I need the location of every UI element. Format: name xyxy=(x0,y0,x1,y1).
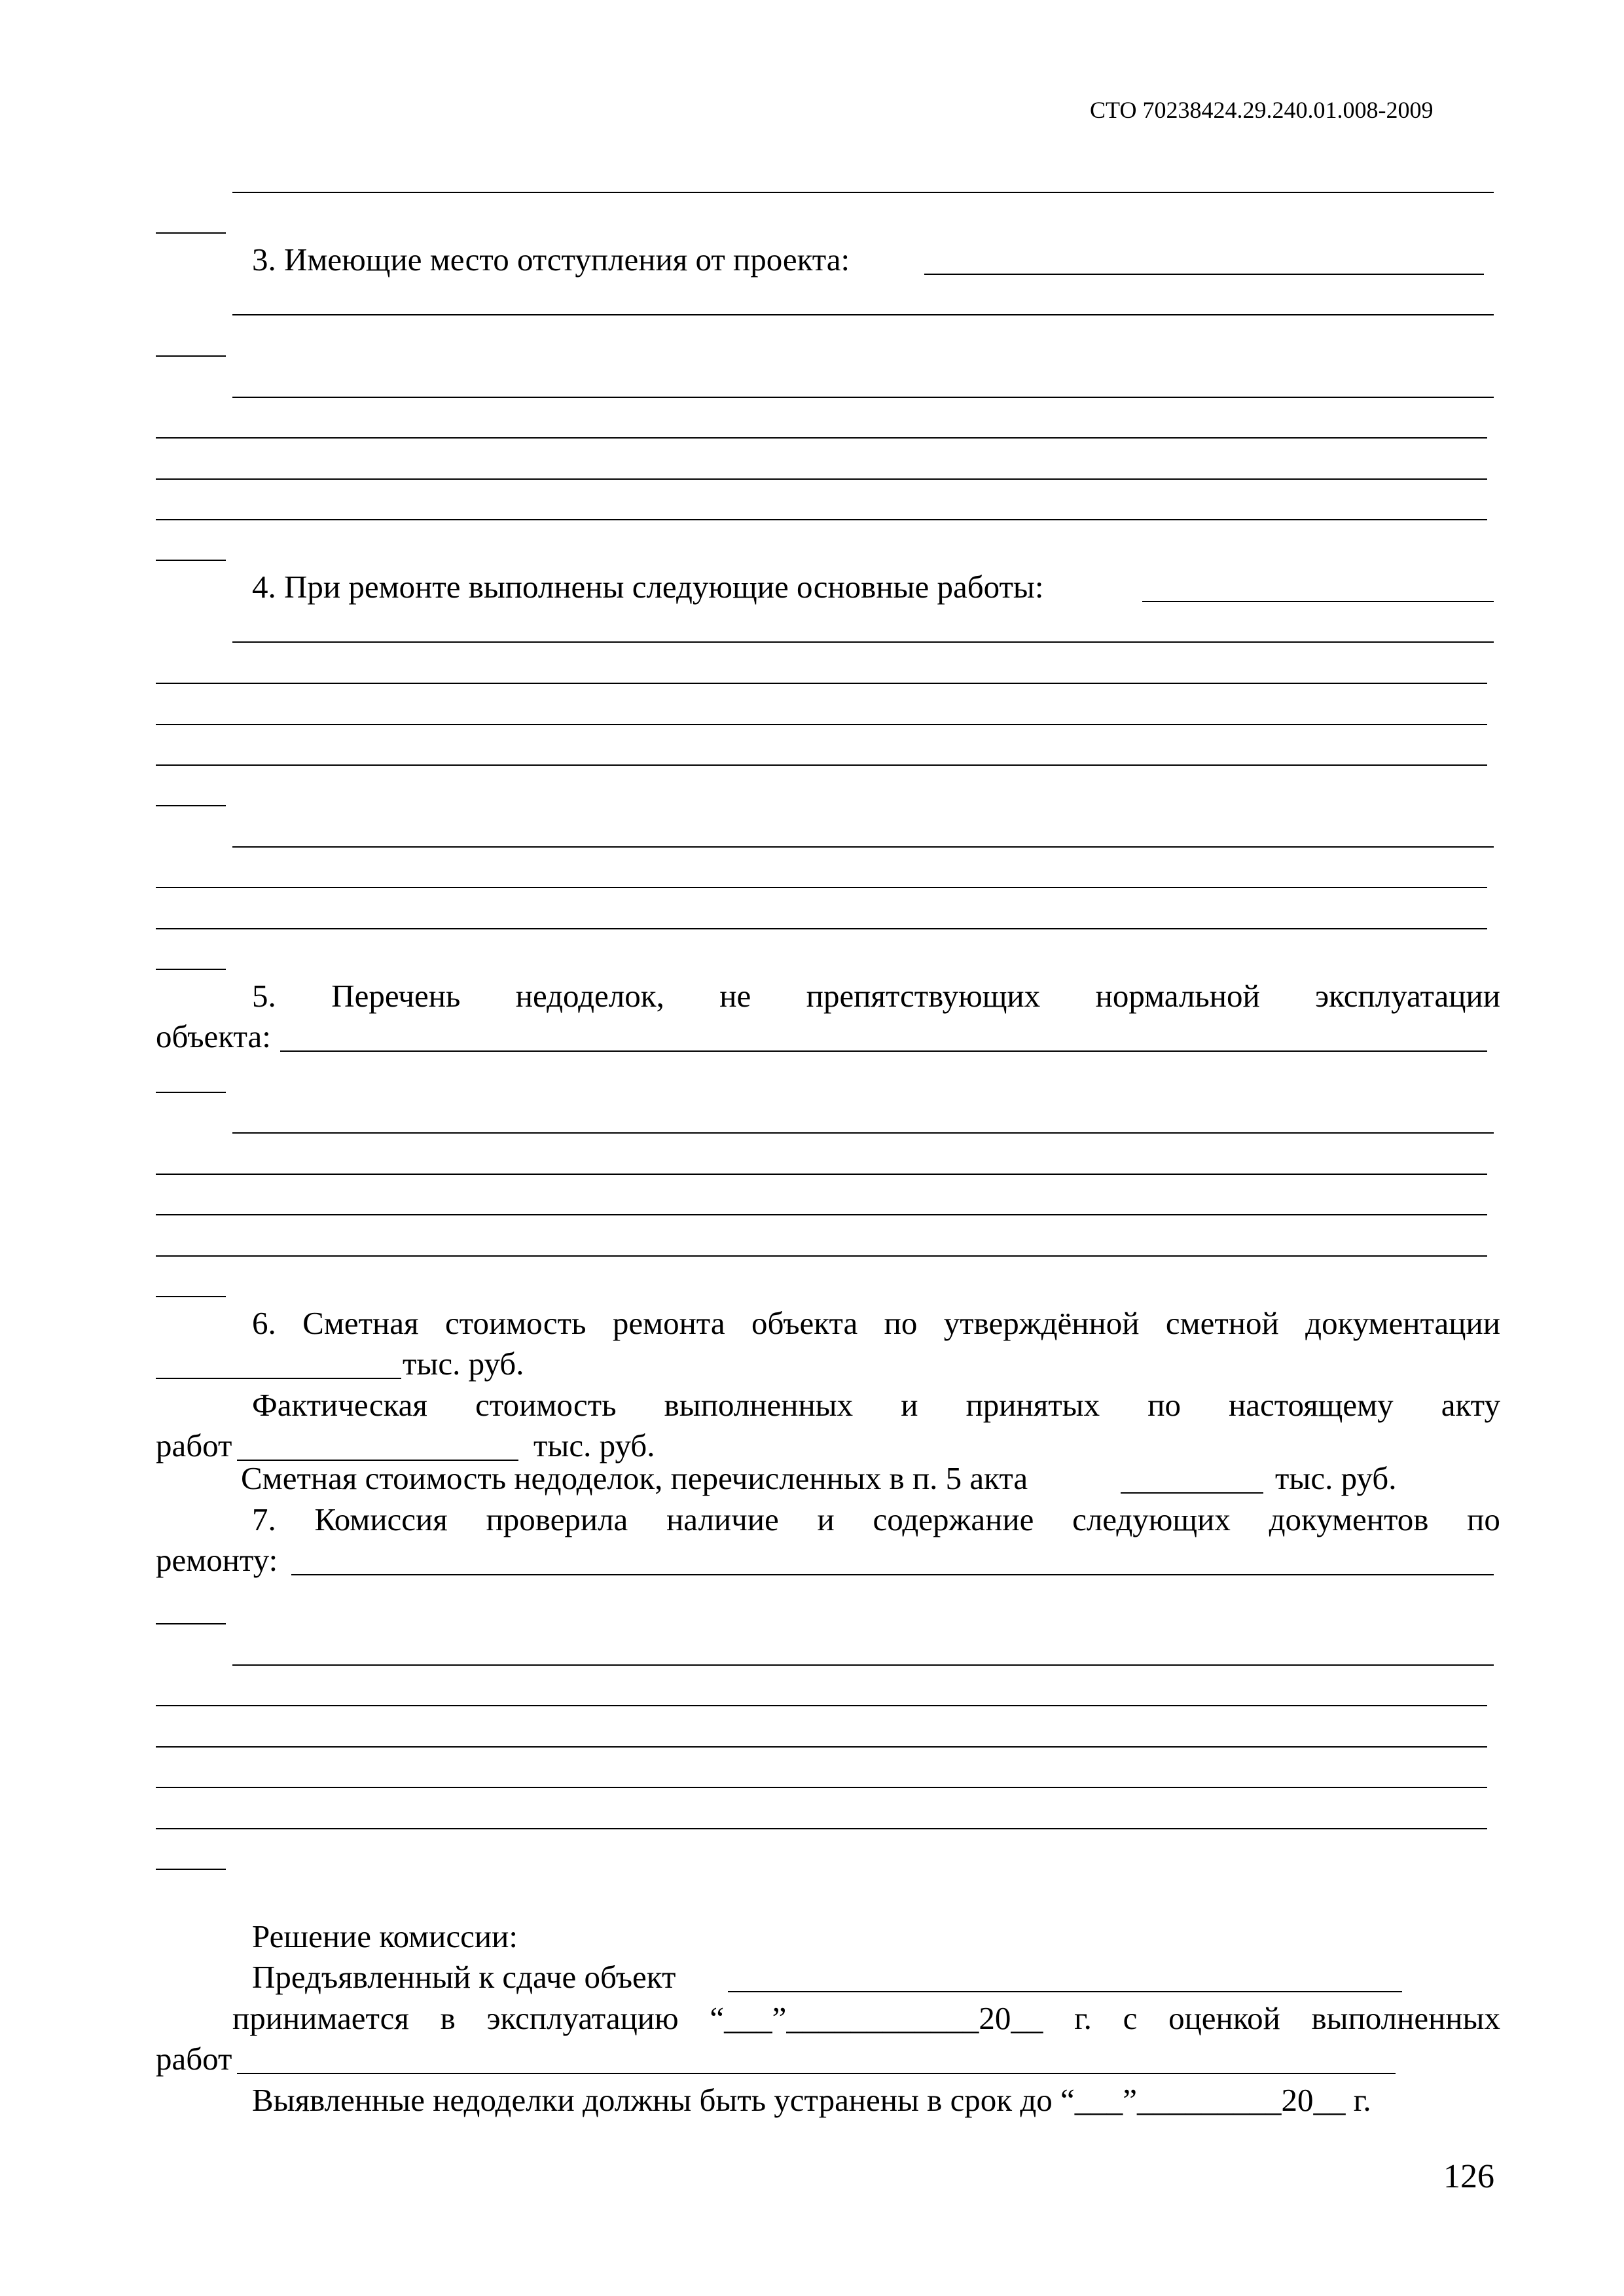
defects-cost-label: Сметная стоимость недоделок, перечисленных в п. 5 акта xyxy=(241,1460,1028,1496)
answer-line xyxy=(232,192,1494,193)
answer-line xyxy=(156,1174,1487,1175)
section-7-label: 7. Комиссия проверила наличие и содержание следующих документов по xyxy=(252,1501,1500,1537)
estimate-unit: тыс. руб. xyxy=(403,1346,524,1382)
decision-accept-line: принимается в эксплуатацию “___”____________20__ г. с оценкой выполненных xyxy=(232,2000,1500,2036)
answer-line xyxy=(156,724,1487,725)
short-line xyxy=(156,1869,226,1870)
decision-object-label: Предъявленный к сдаче объект xyxy=(252,1959,676,1995)
short-line xyxy=(156,805,226,806)
answer-line xyxy=(232,641,1494,643)
answer-line xyxy=(156,887,1487,888)
short-line xyxy=(156,232,226,234)
answer-line xyxy=(291,1574,1494,1575)
answer-line xyxy=(156,519,1487,520)
answer-line xyxy=(1142,601,1494,602)
answer-line xyxy=(156,478,1487,480)
answer-line xyxy=(156,1255,1487,1257)
short-line xyxy=(156,1623,226,1624)
answer-line xyxy=(232,314,1494,315)
answer-line xyxy=(156,1746,1487,1748)
actual-cost-unit: тыс. руб. xyxy=(533,1427,655,1463)
answer-line xyxy=(156,764,1487,766)
answer-line xyxy=(156,437,1487,439)
decision-works-label: работ xyxy=(156,2041,232,2077)
section-7-continuation: ремонту: xyxy=(156,1542,278,1578)
answer-line xyxy=(280,1050,1487,1052)
section-3-label: 3. Имеющие место отступления от проекта: xyxy=(252,242,850,278)
short-line xyxy=(156,1092,226,1093)
answer-line xyxy=(156,683,1487,684)
decision-title: Решение комиссии: xyxy=(252,1918,518,1954)
works-blank xyxy=(237,2073,1396,2074)
defects-cost-blank xyxy=(1121,1492,1263,1494)
short-line xyxy=(156,355,226,357)
answer-line xyxy=(232,1132,1494,1134)
short-line xyxy=(156,1296,226,1297)
answer-line xyxy=(156,1787,1487,1788)
answer-line xyxy=(156,1705,1487,1706)
object-blank xyxy=(728,1991,1402,1992)
estimate-blank xyxy=(156,1378,401,1379)
section-6-label: 6. Сметная стоимость ремонта объекта по утверждённой сметной документации xyxy=(252,1305,1500,1341)
section-4-label: 4. При ремонте выполнены следующие основные работы: xyxy=(252,569,1044,605)
section-5-label: 5. Перечень недоделок, не препятствующих нормальной эксплуатации xyxy=(252,978,1500,1014)
answer-line xyxy=(924,274,1484,275)
decision-deadline: Выявленные недоделки должны быть устранены в срок до “___”_________20__ г. xyxy=(252,2082,1371,2118)
answer-line xyxy=(156,928,1487,929)
short-line xyxy=(156,560,226,561)
page-number: 126 xyxy=(1443,2158,1494,2195)
short-line xyxy=(156,969,226,970)
answer-line xyxy=(232,846,1494,848)
actual-cost-continuation: работ xyxy=(156,1427,232,1463)
answer-line xyxy=(232,397,1494,398)
defects-cost-unit: тыс. руб. xyxy=(1275,1460,1397,1496)
answer-line xyxy=(156,1828,1487,1829)
actual-cost-label: Фактическая стоимость выполненных и принятых по настоящему акту xyxy=(252,1387,1500,1423)
document-code: СТО 70238424.29.240.01.008-2009 xyxy=(1090,97,1434,123)
answer-line xyxy=(232,1664,1494,1666)
section-5-continuation: объекта: xyxy=(156,1018,271,1054)
answer-line xyxy=(156,1214,1487,1215)
